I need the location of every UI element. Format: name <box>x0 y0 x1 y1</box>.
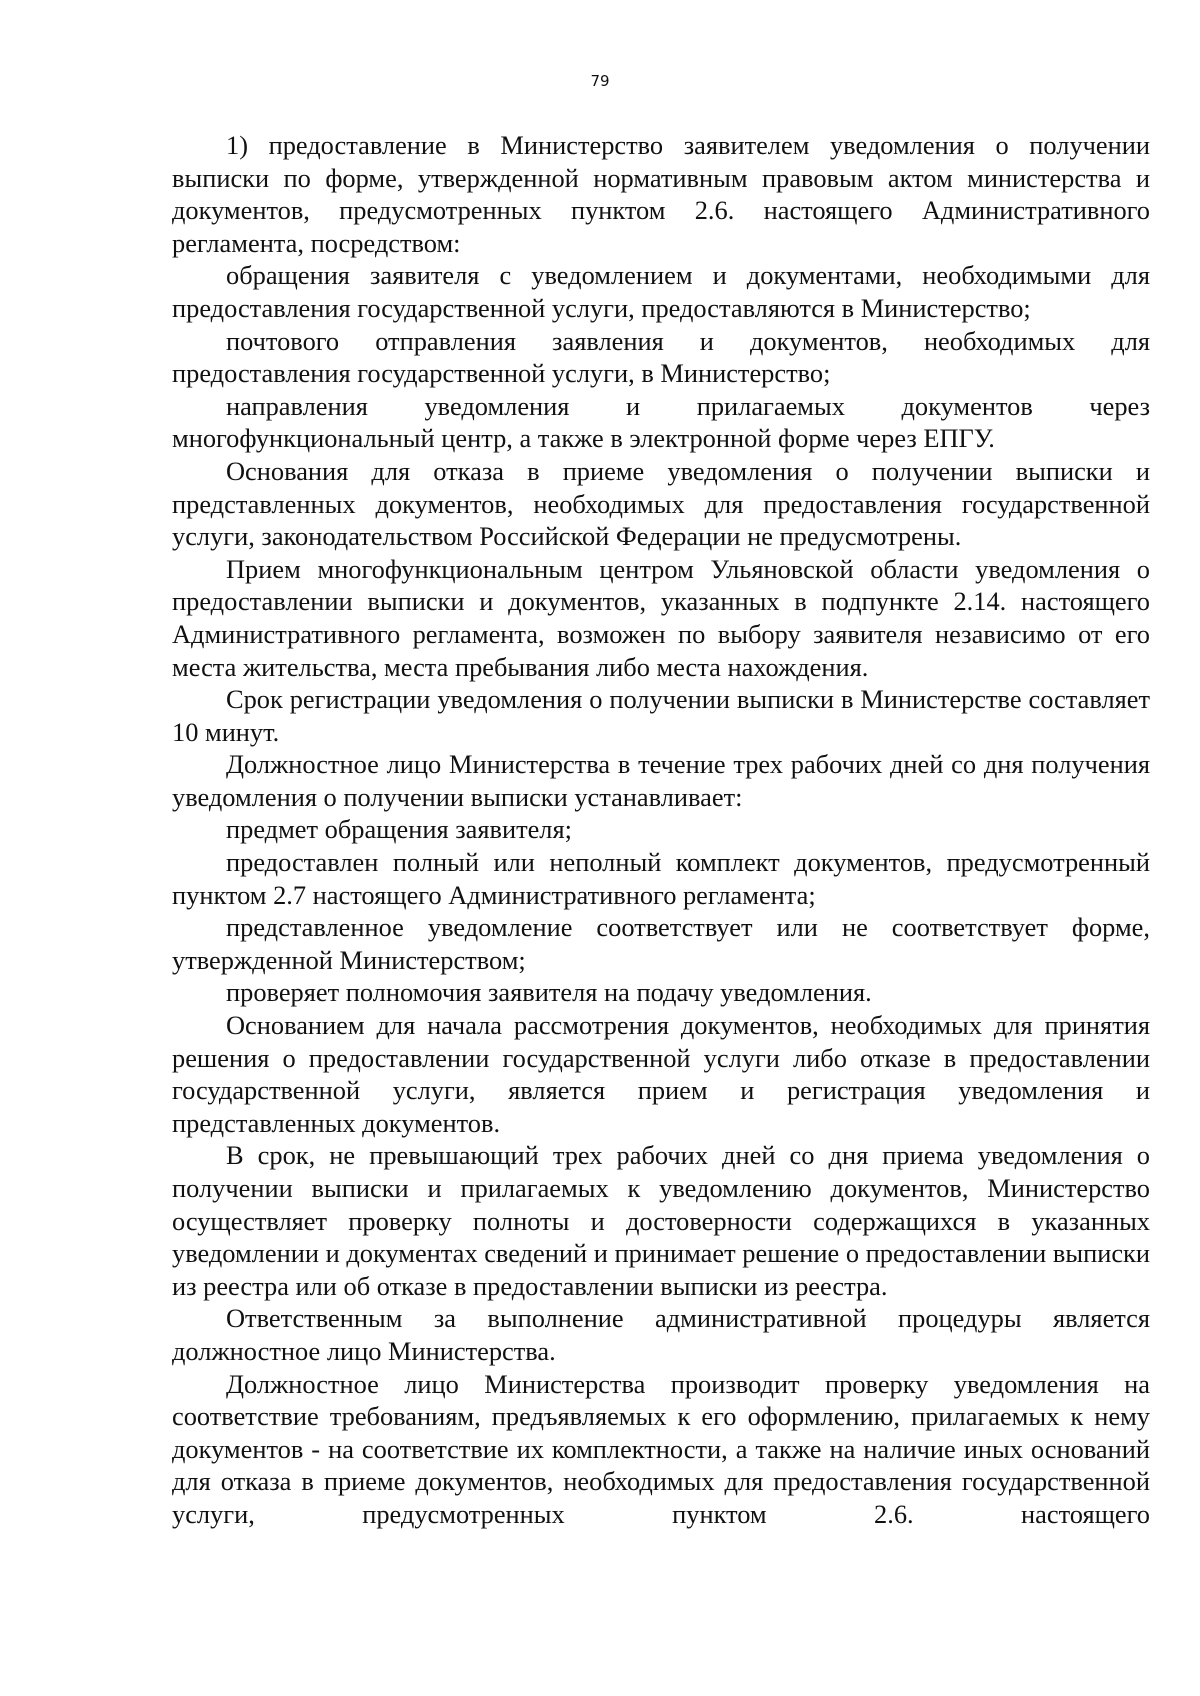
paragraph: направления уведомления и прилагаемых документов через многофункциональный центр, а также в электронной форме через ЕПГУ. <box>172 390 1150 454</box>
paragraph: предоставлен полный или неполный комплект документов, предусмотренный пунктом 2.7 настоящего Административного регламента; <box>172 847 1150 910</box>
paragraph: Должностное лицо Министерства производит проверку уведомления на соответствие требованиям, предъявляемых к его оформлению, прилагаемых к нему документов - на соответствие их комплектности, а также на наличие иных оснований для отказа в приеме документов, необходимых для предоставления государственной услуги, предусмотренных пунктом 2.6. настоящего <box>172 1368 1150 1529</box>
paragraph: Основанием для начала рассмотрения документов, необходимых для принятия решения о предоставлении государственной услуги либо отказе в предоставлении государственной услуги, является прием и регистрация уведомления и представленных документов. <box>172 1010 1150 1138</box>
paragraph: почтового отправления заявления и документов, необходимых для предоставления государственной услуги, в Министерство; <box>172 325 1150 389</box>
paragraph: обращения заявителя с уведомлением и документами, необходимыми для предоставления государственной услуги, предоставляются в Министерство; <box>172 260 1150 323</box>
document-body <box>172 129 1150 1531</box>
paragraph: проверяет полномочия заявителя на подачу уведомления. <box>226 977 872 1008</box>
paragraph: Должностное лицо Министерства в течение трех рабочих дней со дня получения уведомления о получении выписки устанавливает: <box>172 749 1150 812</box>
paragraph: Срок регистрации уведомления о получении выписки в Министерстве составляет 10 минут. <box>172 684 1150 747</box>
paragraph: Ответственным за выполнение административной процедуры является должностное лицо Министерства. <box>172 1303 1150 1366</box>
page-number: 79 <box>590 72 610 90</box>
paragraph: В срок, не превышающий трех рабочих дней со дня приема уведомления о получении выписки и прилагаемых к уведомлению документов, Министерство осуществляет проверку полноты и достоверности содержащихся в указанных уведомлении и документах сведений и принимает решение о предоставлении выписки из реестра или об отказе в предоставлении выписки из реестра. <box>172 1140 1150 1301</box>
paragraph: 1) предоставление в Министерство заявителем уведомления о получении выписки по форме, утвержденной нормативным правовым актом министерства и документов, предусмотренных пунктом 2.6. настоящего Административного регламента, посредством: <box>172 130 1150 258</box>
paragraph: Прием многофункциональным центром Ульяновской области уведомления о предоставлении выписки и документов, указанных в подпункте 2.14. настоящего Административного регламента, возможен по выбору заявителя независимо от его места жительства, места пребывания либо места нахождения. <box>172 553 1150 682</box>
paragraph: предмет обращения заявителя; <box>226 814 572 845</box>
paragraph: представленное уведомление соответствует или не соответствует форме, утвержденной Министерством; <box>172 912 1150 975</box>
paragraph: Основания для отказа в приеме уведомления о получении выписки и представленных документов, необходимых для предоставления государственной услуги, законодательством Российской Федерации не предусмотрены. <box>172 455 1150 552</box>
